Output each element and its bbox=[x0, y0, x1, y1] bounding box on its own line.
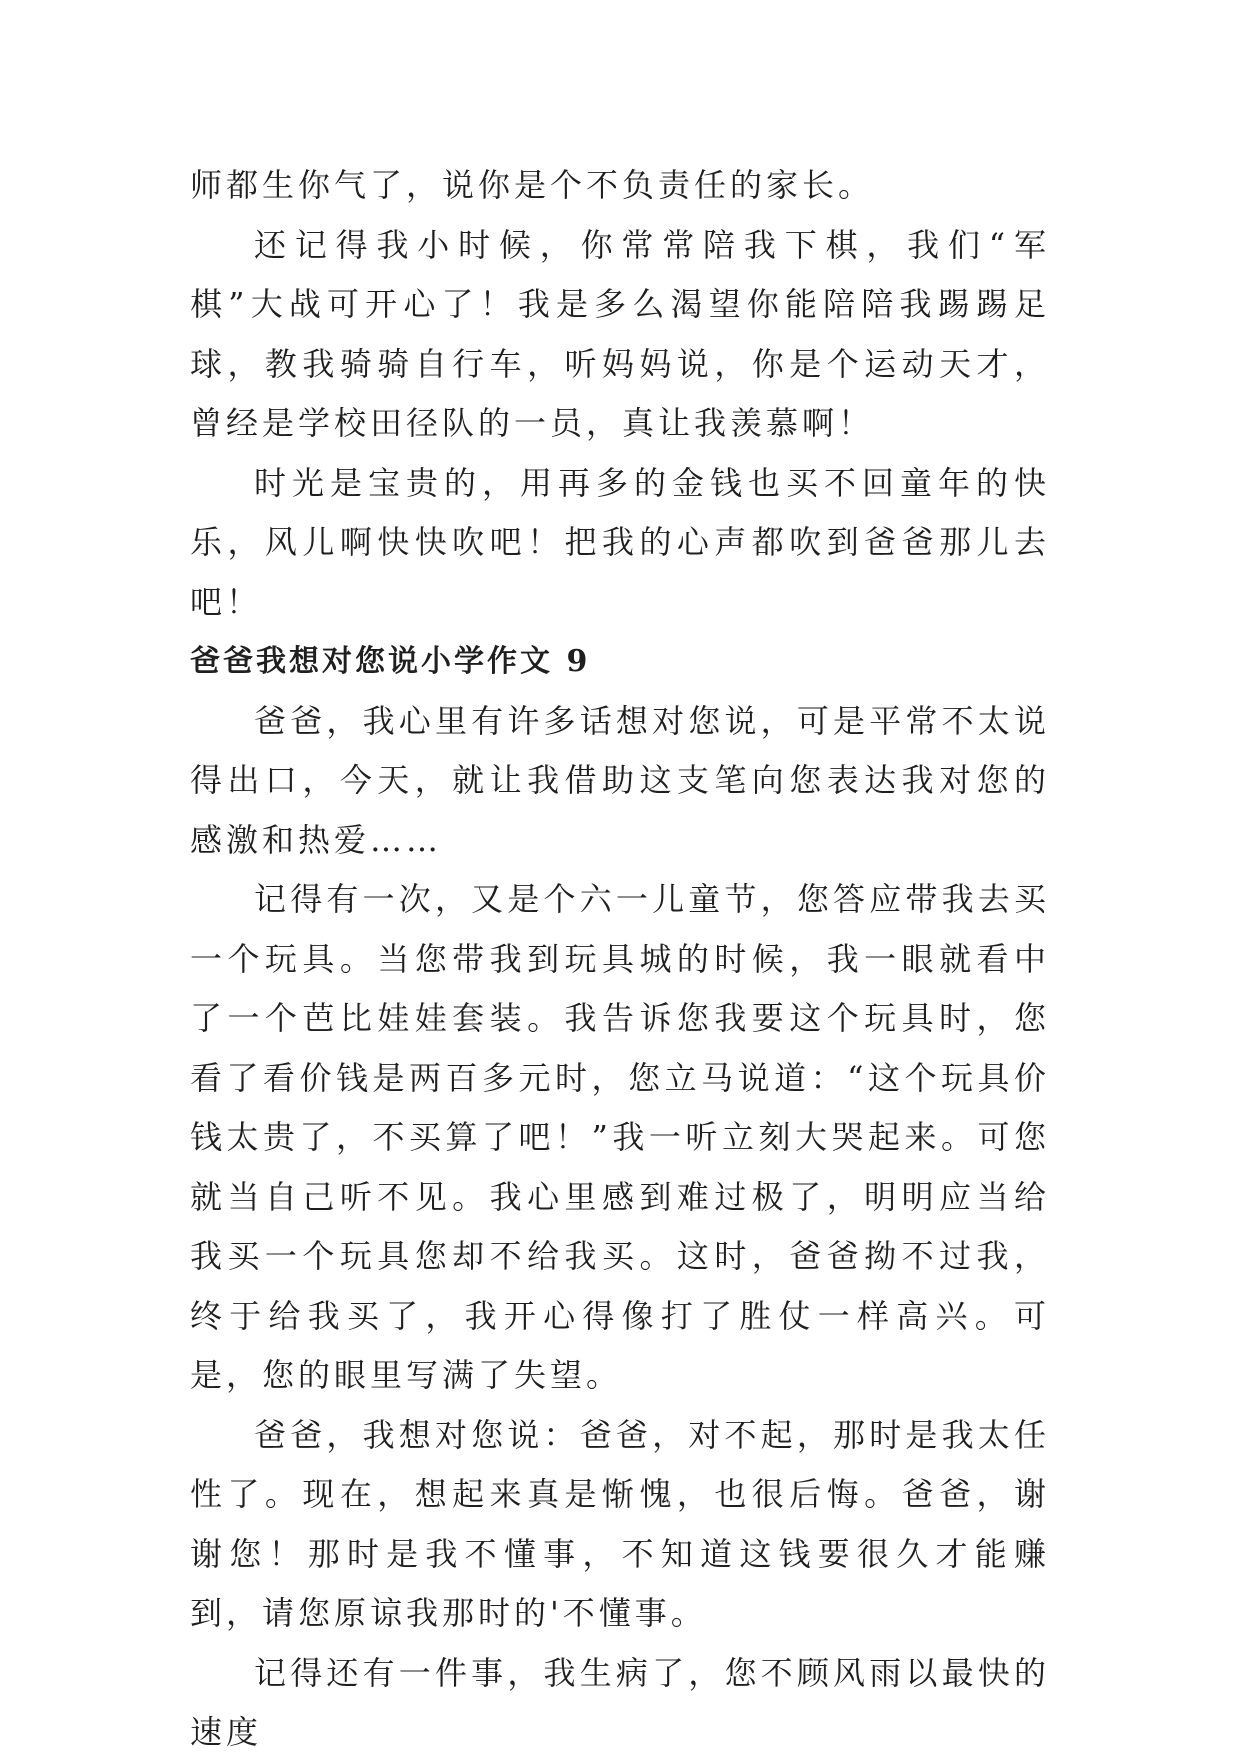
paragraph-2: 还记得我小时候，你常常陪我下棋，我们“军棋”大战可开心了！我是多么渴望你能陪陪我踢踢足球，教我骑骑自行车，听妈妈说，你是个运动天才，曾经是学校田径队的一员，真让我羡慕啊！ bbox=[190, 225, 1050, 442]
paragraph-7: 记得还有一件事，我生病了，您不顾风雨以最快的速度 bbox=[190, 1653, 1050, 1751]
paragraph-1: 师都生你气了，说你是个不负责任的家长。 bbox=[190, 166, 875, 204]
paragraph-3: 时光是宝贵的，用再多的金钱也买不回童年的快乐，风儿啊快快吹吧！把我的心声都吹到爸爸那儿去吧！ bbox=[190, 463, 1050, 621]
paragraph-6: 爸爸，我想对您说：爸爸，对不起，那时是我太任性了。现在，想起来真是惭愧，也很后悔。爸爸，谢谢您！那时是我不懂事，不知道这钱要很久才能赚到，请您原谅我那时的'不懂事。 bbox=[190, 1415, 1050, 1632]
paragraph-4: 爸爸，我心里有许多话想对您说，可是平常不太说得出口，今天，就让我借助这支笔向您表达我对您的感激和热爱…… bbox=[190, 701, 1050, 859]
essay-body bbox=[190, 156, 1050, 1763]
paragraph-5: 记得有一次，又是个六一儿童节，您答应带我去买一个玩具。当您带我到玩具城的时候，我一眼就看中了一个芭比娃娃套装。我告诉您我要这个玩具时，您看了看价钱是两百多元时，您立马说道：“这个玩具价钱太贵了，不买算了吧！”我一听立刻大哭起来。可您就当自己听不见。我心里感到难过极了，明明应当给我买一个玩具您却不给我买。这时，爸爸拗不过我，终于给我买了，我开心得像打了胜仗一样高兴。可是，您的眼里写满了失望。 bbox=[190, 880, 1050, 1394]
essay-title: 爸爸我想对您说小学作文 9 bbox=[190, 644, 591, 679]
